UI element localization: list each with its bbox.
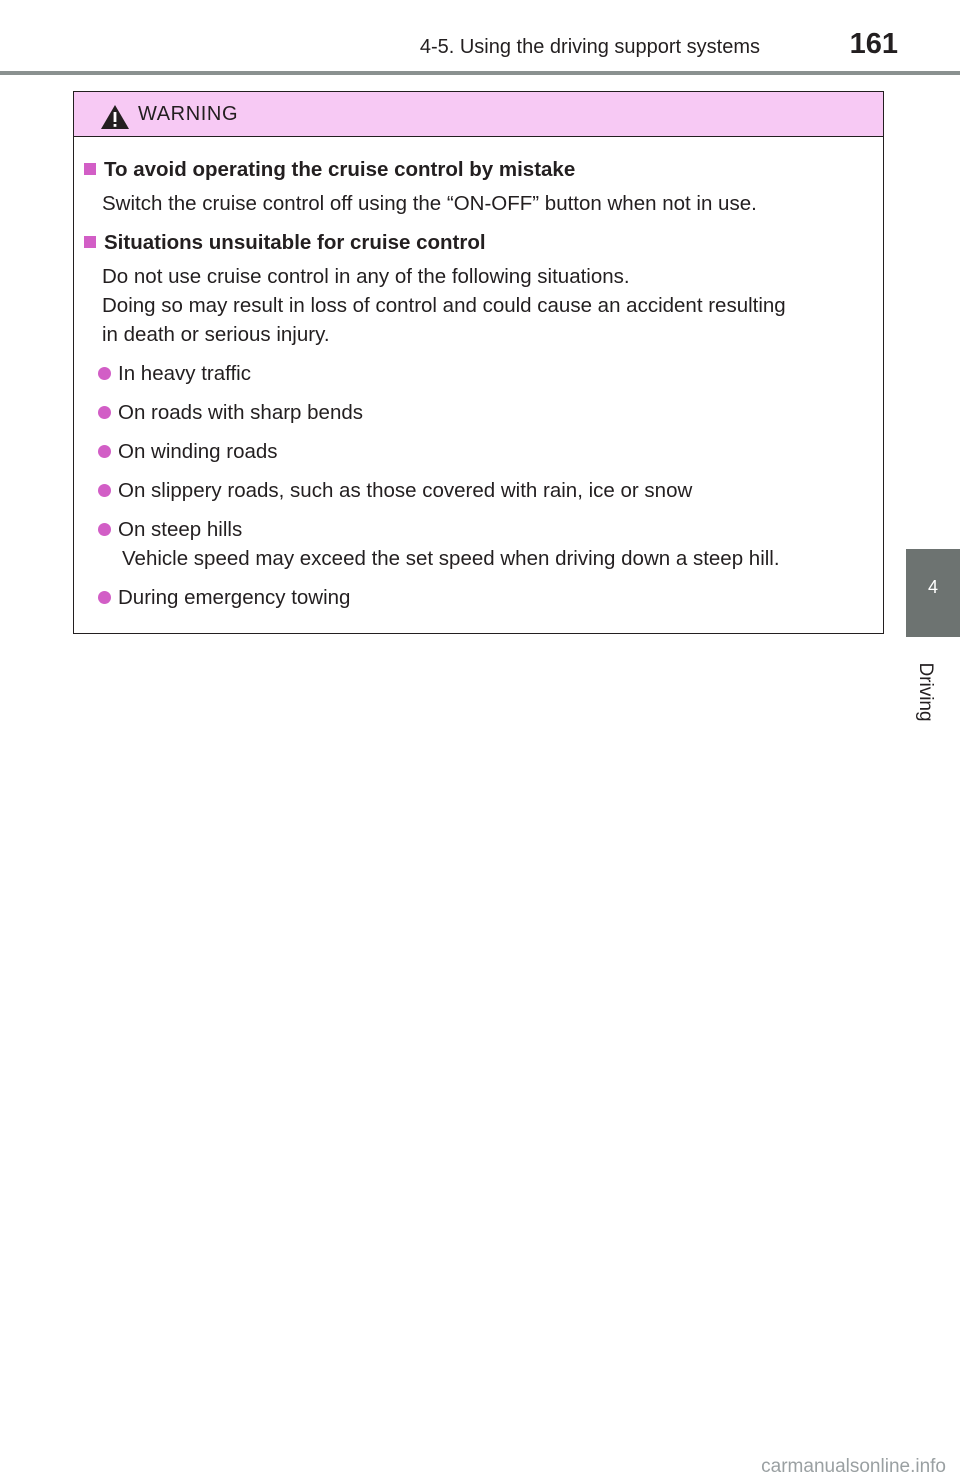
square-bullet-icon (84, 163, 96, 175)
chapter-tab (906, 549, 960, 637)
page-header (0, 0, 960, 76)
list-item (98, 476, 692, 505)
list-item (98, 398, 363, 427)
watermark: carmanualsonline.info (761, 1456, 946, 1477)
warning-title: WARNING (138, 103, 239, 125)
circle-bullet-icon (98, 445, 111, 458)
warning-triangle-icon (100, 104, 130, 130)
warning-box (73, 91, 884, 634)
section-heading (84, 228, 486, 257)
circle-bullet-icon (98, 591, 111, 604)
paragraph: in death or serious injury. (102, 323, 330, 346)
square-bullet-icon (84, 236, 96, 248)
paragraph: Doing so may result in loss of control and could cause an accident resulting (102, 294, 786, 317)
circle-bullet-icon (98, 523, 111, 536)
page-number: 161 (849, 28, 898, 60)
circle-bullet-icon (98, 484, 111, 497)
chapter-number: 4 (927, 577, 938, 597)
list-item (98, 437, 278, 466)
list-item-text: On steep hills (118, 518, 243, 541)
chapter-label-text: Driving (915, 662, 936, 722)
list-item (98, 583, 350, 612)
chapter-label (905, 652, 945, 732)
circle-bullet-icon (98, 406, 111, 419)
circle-bullet-icon (98, 367, 111, 380)
section-title: 4-5. Using the driving support systems (419, 36, 760, 58)
section-heading-text: To avoid operating the cruise control by mistake (104, 158, 576, 181)
list-item-text: On winding roads (118, 440, 278, 463)
section-heading (84, 155, 575, 184)
paragraph: Switch the cruise control off using the “ON-OFF” button when not in use. (102, 192, 757, 215)
list-item-text: On roads with sharp bends (118, 401, 363, 424)
paragraph: Do not use cruise control in any of the following situations. (102, 265, 630, 288)
header-divider (0, 71, 960, 75)
section-heading-text: Situations unsuitable for cruise control (104, 231, 486, 254)
list-item-text: During emergency towing (118, 586, 351, 609)
warning-header (74, 92, 883, 137)
list-item (98, 515, 780, 573)
list-item-note: Vehicle speed may exceed the set speed when driving down a steep hill. (122, 547, 780, 570)
list-item-text: On slippery roads, such as those covered with rain, ice or snow (118, 479, 693, 502)
list-item (98, 359, 251, 388)
list-item-text: In heavy traffic (118, 362, 251, 385)
